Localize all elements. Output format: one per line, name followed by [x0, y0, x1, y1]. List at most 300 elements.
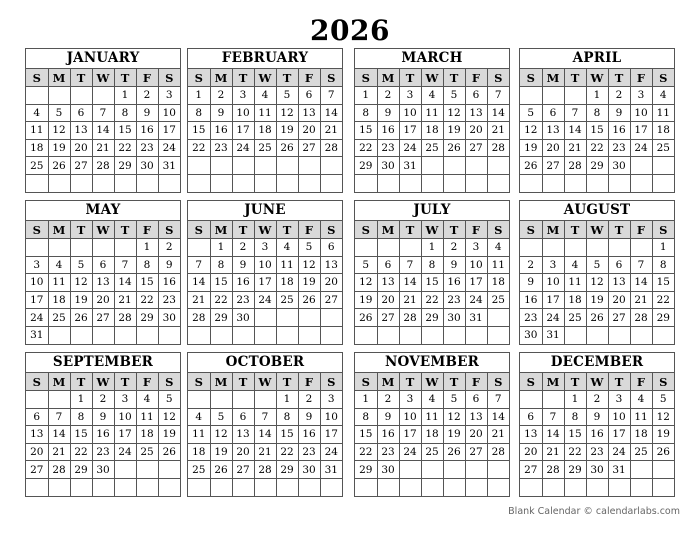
day-cell: 27 [26, 461, 48, 479]
day-cell: 18 [48, 291, 70, 309]
empty-day-cell [298, 174, 320, 191]
empty-day-cell [188, 478, 210, 495]
day-cell: 13 [232, 426, 254, 444]
day-cell: 18 [254, 122, 276, 140]
day-cell: 19 [520, 139, 542, 157]
empty-day-cell [26, 478, 48, 495]
day-cell: 22 [586, 139, 608, 157]
empty-day-cell [70, 326, 92, 343]
day-cell: 18 [564, 291, 586, 309]
weekday-header: W [421, 373, 443, 391]
day-cell: 15 [276, 426, 298, 444]
day-cell: 18 [136, 426, 158, 444]
empty-day-cell [158, 326, 180, 343]
day-cell: 5 [70, 256, 92, 274]
empty-day-cell [320, 326, 342, 343]
month-september [25, 352, 181, 497]
day-cell: 8 [188, 104, 210, 122]
day-cell: 6 [26, 408, 48, 426]
day-cell: 29 [586, 157, 608, 175]
month-august [519, 200, 675, 345]
day-cell: 22 [355, 139, 377, 157]
empty-day-cell [232, 326, 254, 343]
day-cell: 2 [158, 239, 180, 257]
day-cell: 24 [26, 309, 48, 327]
month-name: SEPTEMBER [26, 353, 180, 373]
day-cell: 16 [520, 291, 542, 309]
weekday-header: M [48, 373, 70, 391]
empty-day-cell [26, 174, 48, 191]
day-cell: 4 [188, 408, 210, 426]
empty-day-cell [377, 174, 399, 191]
day-cell: 23 [608, 139, 630, 157]
weekday-header: T [608, 221, 630, 239]
weekday-header: F [136, 69, 158, 87]
day-cell: 12 [276, 104, 298, 122]
weekday-header: F [298, 221, 320, 239]
empty-day-cell [399, 478, 421, 495]
day-cell: 13 [608, 274, 630, 292]
empty-day-cell [254, 391, 276, 409]
day-cell: 19 [355, 291, 377, 309]
weekday-header: F [465, 221, 487, 239]
day-cell: 7 [487, 391, 509, 409]
day-cell: 14 [254, 426, 276, 444]
day-cell: 14 [92, 122, 114, 140]
empty-day-cell [399, 326, 421, 343]
day-cell: 28 [48, 461, 70, 479]
day-cell: 21 [114, 291, 136, 309]
day-cell: 10 [399, 408, 421, 426]
day-cell: 17 [114, 426, 136, 444]
day-cell: 24 [465, 291, 487, 309]
empty-day-cell [421, 326, 443, 343]
day-cell: 2 [136, 87, 158, 105]
day-cell: 6 [232, 408, 254, 426]
day-cell: 4 [276, 239, 298, 257]
weekday-header: M [377, 221, 399, 239]
day-cell: 11 [188, 426, 210, 444]
weekday-header: T [114, 69, 136, 87]
day-cell: 7 [320, 87, 342, 105]
day-cell: 21 [487, 122, 509, 140]
day-cell: 11 [276, 256, 298, 274]
day-cell: 28 [564, 157, 586, 175]
day-cell: 11 [421, 408, 443, 426]
day-cell: 12 [70, 274, 92, 292]
day-cell: 24 [254, 291, 276, 309]
weekday-header: S [520, 69, 542, 87]
day-cell: 19 [70, 291, 92, 309]
weekday-header: M [377, 373, 399, 391]
day-cell: 31 [158, 157, 180, 175]
empty-day-cell [158, 478, 180, 495]
weekday-header: S [320, 373, 342, 391]
day-cell: 30 [608, 157, 630, 175]
day-cell: 29 [652, 309, 674, 327]
empty-day-cell [564, 239, 586, 257]
day-cell: 16 [608, 122, 630, 140]
day-cell: 13 [377, 274, 399, 292]
empty-day-cell [487, 478, 509, 495]
day-cell: 17 [399, 122, 421, 140]
day-cell: 20 [70, 139, 92, 157]
day-cell: 2 [443, 239, 465, 257]
day-cell: 10 [158, 104, 180, 122]
empty-day-cell [630, 239, 652, 257]
month-june [187, 200, 343, 345]
weekday-header: W [254, 69, 276, 87]
weekday-header: F [630, 69, 652, 87]
empty-day-cell [276, 478, 298, 495]
day-cell: 7 [92, 104, 114, 122]
day-cell: 20 [465, 122, 487, 140]
day-cell: 1 [136, 239, 158, 257]
day-cell: 2 [586, 391, 608, 409]
empty-day-cell [188, 157, 210, 175]
day-cell: 29 [70, 461, 92, 479]
day-cell: 25 [276, 291, 298, 309]
day-cell: 22 [210, 291, 232, 309]
day-cell: 10 [254, 256, 276, 274]
empty-day-cell [92, 174, 114, 191]
day-cell: 8 [355, 104, 377, 122]
weekday-header: T [399, 69, 421, 87]
weekday-header: S [188, 373, 210, 391]
day-cell: 22 [652, 291, 674, 309]
day-cell: 20 [377, 291, 399, 309]
day-cell: 28 [487, 443, 509, 461]
day-cell: 23 [377, 139, 399, 157]
day-cell: 13 [465, 408, 487, 426]
weekday-header: M [210, 373, 232, 391]
month-december [519, 352, 675, 497]
day-cell: 9 [232, 256, 254, 274]
day-cell: 23 [232, 291, 254, 309]
weekday-header: S [355, 221, 377, 239]
day-cell: 26 [158, 443, 180, 461]
empty-day-cell [542, 391, 564, 409]
empty-day-cell [630, 326, 652, 343]
day-cell: 5 [48, 104, 70, 122]
day-cell: 7 [487, 87, 509, 105]
empty-day-cell [232, 157, 254, 175]
day-cell: 17 [158, 122, 180, 140]
empty-day-cell [92, 478, 114, 495]
weekday-header: S [158, 69, 180, 87]
empty-day-cell [465, 326, 487, 343]
day-cell: 12 [443, 408, 465, 426]
day-cell: 21 [542, 443, 564, 461]
day-cell: 20 [520, 443, 542, 461]
weekday-header: T [70, 221, 92, 239]
day-cell: 15 [188, 122, 210, 140]
day-cell: 16 [232, 274, 254, 292]
day-cell: 17 [399, 426, 421, 444]
day-cell: 16 [136, 122, 158, 140]
empty-day-cell [136, 326, 158, 343]
empty-day-cell [487, 309, 509, 327]
empty-day-cell [210, 478, 232, 495]
weekday-header: T [399, 221, 421, 239]
empty-day-cell [542, 87, 564, 105]
day-cell: 30 [377, 157, 399, 175]
empty-day-cell [114, 461, 136, 479]
day-cell: 25 [421, 139, 443, 157]
day-cell: 11 [652, 104, 674, 122]
empty-day-cell [421, 157, 443, 175]
day-cell: 24 [630, 139, 652, 157]
empty-day-cell [355, 478, 377, 495]
day-cell: 15 [564, 426, 586, 444]
day-cell: 14 [487, 408, 509, 426]
day-cell: 3 [114, 391, 136, 409]
weekday-header: S [487, 69, 509, 87]
day-cell: 13 [26, 426, 48, 444]
day-cell: 6 [542, 104, 564, 122]
day-cell: 21 [564, 139, 586, 157]
day-cell: 9 [377, 104, 399, 122]
day-cell: 27 [298, 139, 320, 157]
weekday-header: M [542, 69, 564, 87]
day-cell: 18 [421, 122, 443, 140]
empty-day-cell [232, 391, 254, 409]
month-april [519, 48, 675, 193]
day-cell: 11 [254, 104, 276, 122]
day-cell: 14 [487, 104, 509, 122]
day-cell: 22 [355, 443, 377, 461]
day-cell: 5 [298, 239, 320, 257]
weekday-header: T [564, 221, 586, 239]
day-cell: 24 [320, 443, 342, 461]
day-cell: 3 [320, 391, 342, 409]
day-cell: 29 [276, 461, 298, 479]
day-cell: 27 [232, 461, 254, 479]
day-cell: 12 [443, 104, 465, 122]
day-cell: 2 [608, 87, 630, 105]
weekday-header: T [70, 373, 92, 391]
month-day-grid [188, 69, 342, 192]
month-day-grid [520, 373, 674, 496]
day-cell: 13 [542, 122, 564, 140]
weekday-header: T [608, 69, 630, 87]
month-day-grid [188, 373, 342, 496]
day-cell: 10 [399, 104, 421, 122]
day-cell: 20 [26, 443, 48, 461]
empty-day-cell [70, 239, 92, 257]
empty-day-cell [210, 391, 232, 409]
day-cell: 24 [608, 443, 630, 461]
day-cell: 8 [421, 256, 443, 274]
month-name: MAY [26, 201, 180, 221]
day-cell: 6 [520, 408, 542, 426]
empty-day-cell [487, 461, 509, 479]
day-cell: 2 [210, 87, 232, 105]
month-name: FEBRUARY [188, 49, 342, 69]
empty-day-cell [443, 174, 465, 191]
day-cell: 29 [136, 309, 158, 327]
month-november [354, 352, 510, 497]
empty-day-cell [298, 309, 320, 327]
empty-day-cell [232, 478, 254, 495]
empty-day-cell [276, 157, 298, 175]
day-cell: 30 [232, 309, 254, 327]
empty-day-cell [630, 478, 652, 495]
weekday-header: W [92, 69, 114, 87]
weekday-header: S [652, 373, 674, 391]
empty-day-cell [254, 174, 276, 191]
empty-day-cell [320, 478, 342, 495]
empty-day-cell [652, 326, 674, 343]
day-cell: 1 [586, 87, 608, 105]
day-cell: 22 [70, 443, 92, 461]
day-cell: 21 [630, 291, 652, 309]
day-cell: 7 [564, 104, 586, 122]
empty-day-cell [608, 239, 630, 257]
day-cell: 9 [443, 256, 465, 274]
day-cell: 25 [630, 443, 652, 461]
month-july [354, 200, 510, 345]
day-cell: 22 [421, 291, 443, 309]
day-cell: 10 [608, 408, 630, 426]
day-cell: 24 [114, 443, 136, 461]
empty-day-cell [564, 326, 586, 343]
day-cell: 1 [564, 391, 586, 409]
weekday-header: F [630, 221, 652, 239]
empty-day-cell [276, 326, 298, 343]
weekday-header: S [26, 69, 48, 87]
empty-day-cell [92, 326, 114, 343]
empty-day-cell [542, 174, 564, 191]
day-cell: 17 [320, 426, 342, 444]
day-cell: 26 [520, 157, 542, 175]
month-day-grid [26, 69, 180, 192]
day-cell: 3 [254, 239, 276, 257]
day-cell: 20 [232, 443, 254, 461]
day-cell: 21 [48, 443, 70, 461]
weekday-header: F [136, 221, 158, 239]
day-cell: 8 [210, 256, 232, 274]
day-cell: 19 [586, 291, 608, 309]
empty-day-cell [520, 478, 542, 495]
day-cell: 19 [210, 443, 232, 461]
weekday-header: T [114, 221, 136, 239]
weekday-header: M [542, 221, 564, 239]
weekday-header: S [520, 221, 542, 239]
day-cell: 27 [465, 139, 487, 157]
day-cell: 29 [210, 309, 232, 327]
month-name: JANUARY [26, 49, 180, 69]
day-cell: 4 [564, 256, 586, 274]
weekday-header: W [586, 69, 608, 87]
day-cell: 11 [136, 408, 158, 426]
day-cell: 31 [26, 326, 48, 343]
day-cell: 1 [70, 391, 92, 409]
day-cell: 5 [443, 391, 465, 409]
day-cell: 31 [542, 326, 564, 343]
empty-day-cell [136, 174, 158, 191]
day-cell: 28 [487, 139, 509, 157]
empty-day-cell [136, 478, 158, 495]
empty-day-cell [92, 239, 114, 257]
weekday-header: S [487, 221, 509, 239]
day-cell: 6 [608, 256, 630, 274]
day-cell: 30 [443, 309, 465, 327]
empty-day-cell [586, 326, 608, 343]
weekday-header: M [542, 373, 564, 391]
weekday-header: T [443, 69, 465, 87]
empty-day-cell [210, 326, 232, 343]
empty-day-cell [48, 326, 70, 343]
empty-day-cell [188, 174, 210, 191]
day-cell: 18 [421, 426, 443, 444]
weekday-header: F [465, 373, 487, 391]
day-cell: 2 [232, 239, 254, 257]
day-cell: 10 [465, 256, 487, 274]
day-cell: 26 [443, 443, 465, 461]
empty-day-cell [188, 239, 210, 257]
weekday-header: S [487, 373, 509, 391]
day-cell: 8 [586, 104, 608, 122]
day-cell: 9 [520, 274, 542, 292]
day-cell: 10 [26, 274, 48, 292]
day-cell: 2 [298, 391, 320, 409]
day-cell: 25 [564, 309, 586, 327]
empty-day-cell [520, 87, 542, 105]
day-cell: 1 [276, 391, 298, 409]
day-cell: 18 [652, 122, 674, 140]
weekday-header: M [48, 69, 70, 87]
day-cell: 13 [70, 122, 92, 140]
weekday-header: T [232, 221, 254, 239]
day-cell: 7 [630, 256, 652, 274]
day-cell: 9 [136, 104, 158, 122]
day-cell: 13 [520, 426, 542, 444]
day-cell: 30 [136, 157, 158, 175]
day-cell: 7 [542, 408, 564, 426]
weekday-header: T [276, 221, 298, 239]
empty-day-cell [465, 157, 487, 175]
day-cell: 8 [564, 408, 586, 426]
empty-day-cell [652, 157, 674, 175]
empty-day-cell [542, 239, 564, 257]
day-cell: 12 [48, 122, 70, 140]
empty-day-cell [48, 174, 70, 191]
day-cell: 21 [399, 291, 421, 309]
day-cell: 14 [114, 274, 136, 292]
day-cell: 7 [188, 256, 210, 274]
day-cell: 11 [564, 274, 586, 292]
empty-day-cell [564, 174, 586, 191]
empty-day-cell [320, 157, 342, 175]
footer-credit: Blank Calendar © calendarlabs.com [508, 506, 680, 517]
day-cell: 12 [520, 122, 542, 140]
day-cell: 10 [320, 408, 342, 426]
day-cell: 28 [254, 461, 276, 479]
empty-day-cell [48, 391, 70, 409]
day-cell: 25 [254, 139, 276, 157]
day-cell: 16 [443, 274, 465, 292]
weekday-header: S [188, 69, 210, 87]
empty-day-cell [608, 174, 630, 191]
day-cell: 24 [158, 139, 180, 157]
empty-day-cell [355, 174, 377, 191]
weekday-header: S [26, 373, 48, 391]
day-cell: 25 [136, 443, 158, 461]
weekday-header: W [421, 69, 443, 87]
empty-day-cell [586, 174, 608, 191]
empty-day-cell [26, 391, 48, 409]
